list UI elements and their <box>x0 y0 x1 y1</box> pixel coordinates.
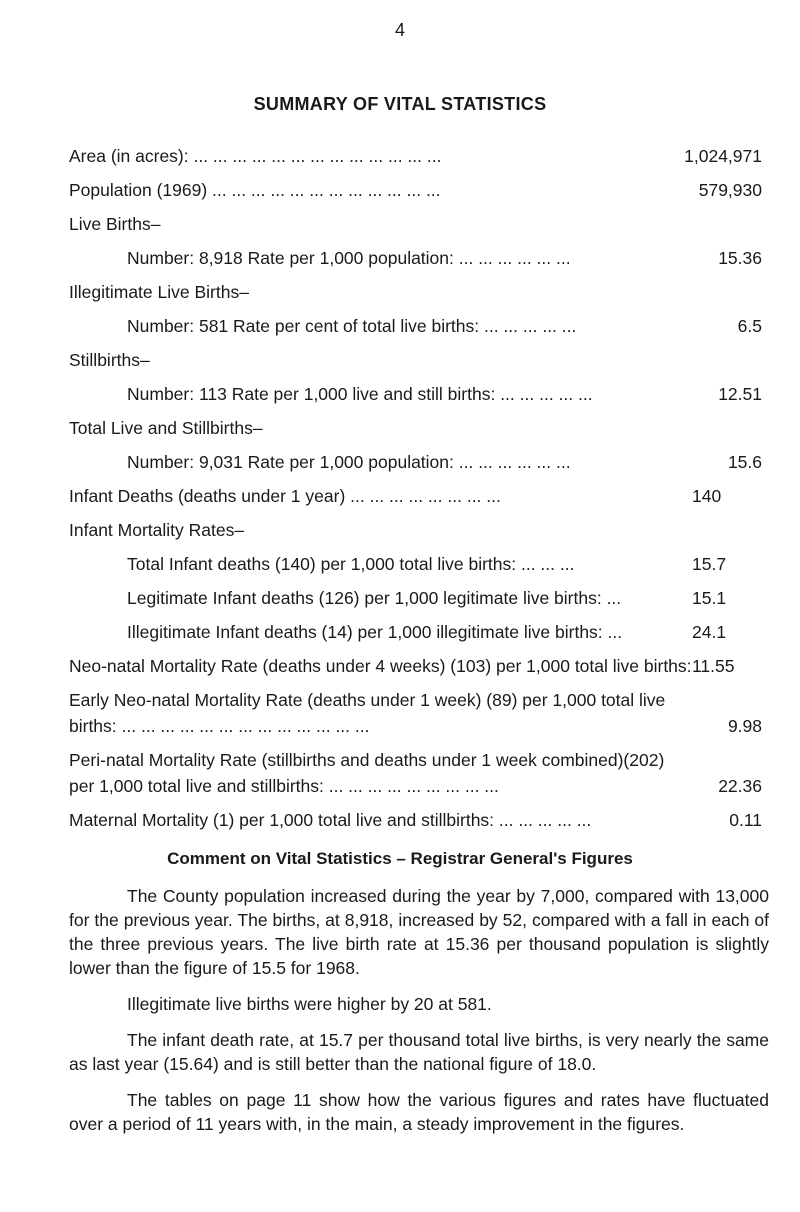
stat-label: Infant Mortality Rates– <box>69 520 245 540</box>
stat-row-maternal <box>0 807 800 833</box>
stat-value: 0.11 <box>729 810 762 830</box>
stat-label: Legitimate Infant deaths (126) per 1,000 legitimate live births: ... <box>127 588 622 608</box>
stat-value: 9.98 <box>727 716 762 736</box>
stat-row-area <box>0 143 800 169</box>
stat-value: 24.1 <box>692 622 727 642</box>
stat-label: Early Neo-natal Mortality Rate (deaths under 1 week) (89) per 1,000 total live births: ... ... ... ... ... ... ... ... ... ... ... ... ... <box>69 690 666 736</box>
stat-value: 140 <box>692 486 722 506</box>
stat-label: Number: 581 Rate per cent of total live births: ... ... ... ... ... <box>127 316 577 336</box>
stat-value: 22.36 <box>718 776 762 796</box>
stat-value: 15.36 <box>718 248 762 268</box>
stat-row-total-births <box>0 449 800 475</box>
paragraph: The County population increased during the year by 7,000, compared with 13,000 for the previous year. The births, at 8,918, increased by 52, compared with a fall in each of the three previous years. The live birth rate at 15.36 per thousand population is slightly lower than the figure of 15.5 for 1968. <box>69 886 769 978</box>
paragraph: Illegitimate live births were higher by 20 at 581. <box>127 994 492 1014</box>
stat-row-peri-natal <box>0 747 800 799</box>
stat-label: Peri-natal Mortality Rate (stillbirths and deaths under 1 week combined)(202) per 1,000 total live and stillbirths: ... ... ... ... ... ... ... ... ... <box>69 750 665 796</box>
stat-label: Number: 113 Rate per 1,000 live and still births: ... ... ... ... ... <box>127 384 593 404</box>
stat-value: 15.6 <box>727 452 762 472</box>
paragraph: The infant death rate, at 15.7 per thousand total live births, is very nearly the same as last year (15.64) and is still better than the national figure of 18.0. <box>69 1030 769 1074</box>
stat-heading-infant-mortality <box>0 517 800 543</box>
page-title: SUMMARY OF VITAL STATISTICS <box>253 94 547 114</box>
stat-label: Area (in acres): ... ... ... ... ... ... ... ... ... ... ... ... ... <box>69 146 442 166</box>
stat-label: Population (1969) ... ... ... ... ... ... ... ... ... ... ... ... <box>69 180 441 200</box>
stat-value: 15.7 <box>692 554 727 574</box>
stat-label: Total Infant deaths (140) per 1,000 total live births: ... ... ... <box>127 554 575 574</box>
stat-heading-total-births <box>0 415 800 441</box>
stat-label: Illegitimate Live Births– <box>69 282 249 302</box>
stat-row-illegitimate-infant <box>0 619 800 645</box>
stat-value: 15.1 <box>692 588 727 608</box>
stat-row-total-infant <box>0 551 800 577</box>
stat-heading-illegitimate <box>0 279 800 305</box>
stat-label: Total Live and Stillbirths– <box>69 418 263 438</box>
stat-value: 11.55 <box>692 656 735 676</box>
stat-label: Number: 9,031 Rate per 1,000 population: ... ... ... ... ... ... <box>127 452 571 472</box>
stat-row-live-births <box>0 245 800 271</box>
stat-value: 579,930 <box>698 180 762 200</box>
comment-body <box>69 884 769 1148</box>
stat-value: 12.51 <box>718 384 762 404</box>
stat-row-infant-deaths <box>0 483 800 509</box>
stat-label: Infant Deaths (deaths under 1 year) ... ... ... ... ... ... ... ... <box>69 486 501 506</box>
stat-row-illegitimate <box>0 313 800 339</box>
stat-row-population <box>0 177 800 203</box>
stat-row-legitimate-infant <box>0 585 800 611</box>
stat-row-neo-natal <box>0 653 800 679</box>
stat-heading-stillbirths <box>0 347 800 373</box>
stat-value: 1,024,971 <box>684 146 762 166</box>
stat-label: Illegitimate Infant deaths (14) per 1,000 illegitimate live births: ... <box>127 622 623 642</box>
stat-label: Maternal Mortality (1) per 1,000 total live and stillbirths: ... ... ... ... ... <box>69 810 592 830</box>
vital-statistics-list <box>0 143 800 841</box>
stat-value: 6.5 <box>737 316 762 336</box>
stat-label: Number: 8,918 Rate per 1,000 population: ... ... ... ... ... ... <box>127 248 571 268</box>
paragraph: The tables on page 11 show how the various figures and rates have fluctuated over a period of 11 years with, in the main, a steady improvement in the figures. <box>69 1090 769 1134</box>
stat-label: Stillbirths– <box>69 350 150 370</box>
stat-heading-live-births <box>0 211 800 237</box>
page-number: 4 <box>394 20 405 40</box>
stat-label: Neo-natal Mortality Rate (deaths under 4 weeks) (103) per 1,000 total live births: <box>69 656 692 676</box>
stat-label: Live Births– <box>69 214 161 234</box>
comment-heading: Comment on Vital Statistics – Registrar General's Figures <box>167 849 633 868</box>
stat-row-early-neo-natal <box>0 687 800 739</box>
stat-row-stillbirths <box>0 381 800 407</box>
